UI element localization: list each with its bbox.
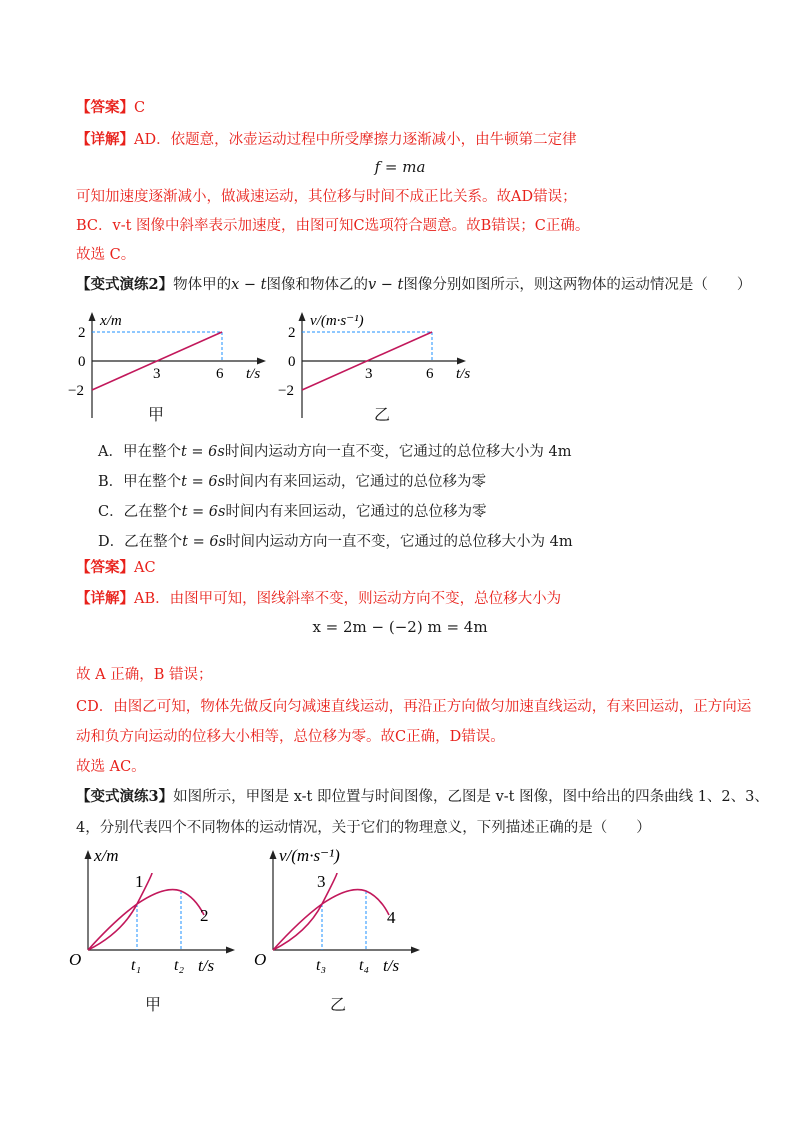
q3-stem-line1: 【变式演练3】如图所示，甲图是 x-t 即位置与时间图像，乙图是 v-t 图像，图中给出的四条曲线 1、2、3、 bbox=[76, 788, 769, 805]
x-tick-mid: 3 bbox=[153, 366, 161, 382]
q2-detail-line4: 动和负方向运动的位移大小相等，总位移为零。故C正确，D错误。 bbox=[76, 729, 505, 745]
curve-2 bbox=[88, 890, 204, 950]
q3-vt-graph bbox=[255, 845, 425, 980]
x-axis-arrow bbox=[411, 947, 420, 954]
q2-formula: x = 2m − (−2) m = 4m bbox=[312, 618, 488, 636]
q2-option-a: A．甲在整个t = 6s时间内运动方向一直不变，它通过的总位移大小为 4m bbox=[98, 444, 572, 460]
q2-option-d: D．乙在整个t = 6s时间内运动方向一直不变，它通过的总位移大小为 4m bbox=[98, 534, 573, 550]
answer-tag: 【答案】 bbox=[76, 99, 134, 116]
q2-option-b: B．甲在整个t = 6s时间内有来回运动，它通过的总位移为零 bbox=[98, 474, 487, 490]
x-axis-arrow bbox=[226, 947, 235, 954]
q2-conclusion: 故选 AC。 bbox=[76, 759, 146, 775]
q3-xt-graph bbox=[70, 845, 240, 980]
y-axis-label: v/(m·s⁻¹) bbox=[310, 313, 364, 329]
curve-3-label: 3 bbox=[317, 872, 326, 891]
x-axis-label: t/s bbox=[456, 366, 471, 382]
y-tick-bottom: −2 bbox=[278, 383, 294, 399]
t4-label: t₄ bbox=[359, 957, 370, 974]
q2-option-c: C．乙在整个t = 6s时间内有来回运动，它通过的总位移为零 bbox=[98, 504, 487, 520]
x-axis-arrow bbox=[257, 358, 266, 365]
x-tick-end: 6 bbox=[216, 366, 224, 382]
prev-detail-line3: BC．v-t 图像中斜率表示加速度，由图可知C选项符合题意。故B错误；C正确。 bbox=[76, 218, 590, 234]
q3-tag: 【变式演练3】 bbox=[76, 788, 174, 805]
q2-caption-left: 甲 bbox=[148, 405, 165, 424]
q2-detail-line2: 故 A 正确，B 错误； bbox=[76, 667, 213, 683]
q2-xt-graph bbox=[70, 308, 270, 428]
prev-formula: f = ma bbox=[374, 158, 426, 176]
origin-label: O bbox=[69, 950, 82, 969]
y-axis-label: x/m bbox=[94, 846, 119, 865]
y-axis-arrow bbox=[270, 850, 277, 859]
y-tick-zero: 0 bbox=[288, 354, 296, 370]
q2-detail-line3: CD．由图乙可知，物体先做反向匀减速直线运动，再沿正方向做匀加速直线运动，有来回运动，正方向运 bbox=[76, 699, 752, 715]
curve-2-label: 2 bbox=[200, 906, 209, 925]
curve-1-label: 1 bbox=[135, 872, 144, 891]
y-tick-top: 2 bbox=[78, 325, 86, 341]
answer-value: C bbox=[134, 100, 146, 116]
y-axis-label: x/m bbox=[100, 313, 122, 329]
q3-stem-line2: 4，分别代表四个不同物体的运动情况，关于它们的物理意义，下列描述正确的是（ ） bbox=[76, 820, 651, 836]
y-axis-arrow bbox=[85, 850, 92, 859]
origin-label: O bbox=[254, 950, 267, 969]
detail-tag: 【详解】 bbox=[76, 131, 134, 148]
x-axis-label: t/s bbox=[383, 956, 400, 975]
q2-answer: 【答案】AC bbox=[76, 559, 156, 576]
prev-conclusion: 故选 C。 bbox=[76, 247, 136, 263]
y-tick-bottom: −2 bbox=[68, 383, 84, 399]
x-axis-arrow bbox=[457, 358, 466, 365]
y-axis-label: v/(m·s⁻¹) bbox=[279, 846, 340, 865]
q3-caption-left: 甲 bbox=[145, 995, 162, 1014]
q2-caption-right: 乙 bbox=[374, 405, 391, 424]
curve-4 bbox=[273, 890, 389, 950]
curve-4-label: 4 bbox=[387, 908, 396, 927]
q2-stem: 【变式演练2】物体甲的x − t图像和物体乙的v − t图像分别如图所示，则这两物体的运动情况是（ ） bbox=[76, 276, 752, 293]
q2-detail-line1: 【详解】AB．由图甲可知，图线斜率不变，则运动方向不变，总位移大小为 bbox=[76, 590, 562, 607]
t2-label: t₂ bbox=[174, 957, 185, 974]
prev-detail-line2: 可知加速度逐渐减小，做减速运动，其位移与时间不成正比关系。故AD错误； bbox=[76, 189, 577, 205]
x-axis-label: t/s bbox=[198, 956, 215, 975]
x-axis-label: t/s bbox=[246, 366, 261, 382]
t3-label: t₃ bbox=[316, 957, 327, 974]
y-axis-arrow bbox=[299, 312, 306, 321]
q3-caption-right: 乙 bbox=[330, 995, 347, 1014]
x-tick-mid: 3 bbox=[365, 366, 373, 382]
q2-tag: 【变式演练2】 bbox=[76, 276, 174, 293]
y-tick-zero: 0 bbox=[78, 354, 86, 370]
y-tick-top: 2 bbox=[288, 325, 296, 341]
t1-label: t₁ bbox=[131, 957, 142, 974]
prev-detail-line1: 【详解】AD．依题意，冰壶运动过程中所受摩擦力逐渐减小，由牛顿第二定律 bbox=[76, 131, 577, 148]
y-axis-arrow bbox=[89, 312, 96, 321]
x-tick-end: 6 bbox=[426, 366, 434, 382]
prev-answer-line bbox=[76, 98, 145, 118]
